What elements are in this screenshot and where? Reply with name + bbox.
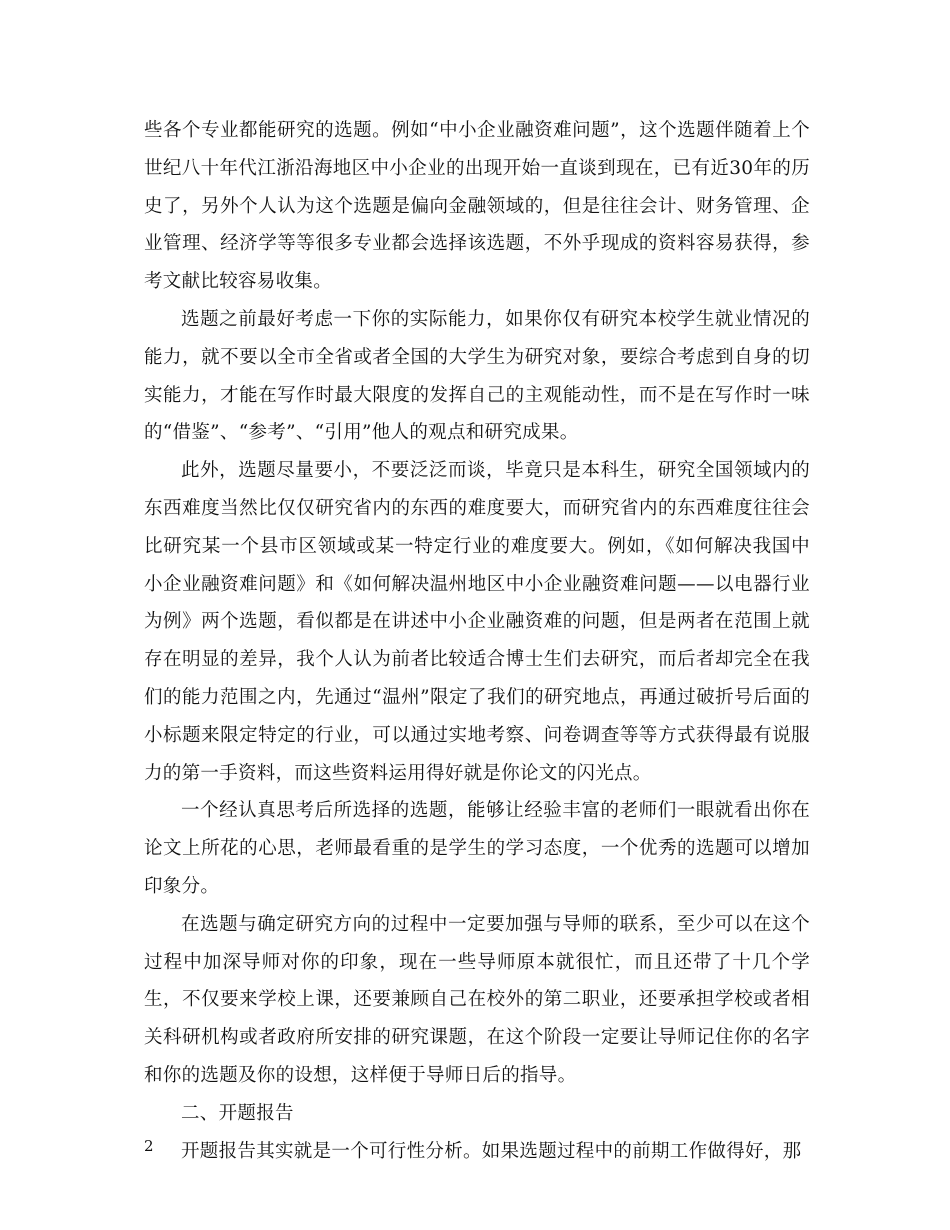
paragraph-1: 些各个专业都能研究的选题。例如“中小企业融资难问题”，这个选题伴随着上个世纪八十年代江浙沿海地区中小企业的出现开始一直谈到现在，已有近30年的历史了，另外个人认为这个选题是偏向金融领域的，但是往往会计、财务管理、企业管理、经济学等等很多专业都会选择该选题，不外乎现成的资料容易获得，参考文献比较容易收集。 — [144, 120, 810, 293]
page-number: 2 — [144, 1137, 154, 1155]
paragraph-4: 一个经认真思考后所选择的选题，能够让经验丰富的老师们一眼就看出你在论文上所花的心思，老师最看重的是学生的学习态度，一个优秀的选题可以增加印象分。 — [144, 800, 810, 897]
paragraph-5: 在选题与确定研究方向的过程中一定要加强与导师的联系，至少可以在这个过程中加深导师对你的印象，现在一些导师原本就很忙，而且还带了十几个学生，不仅要来学校上课，还要兼顾自己在校外的第二职业，还要承担学校或者相关科研机构或者政府所安排的研究课题，在这个阶段一定要让导师记住你的名字和你的选题及你的设想，这样便于导师日后的指导。 — [144, 913, 810, 1086]
paragraph-3: 此外，选题尽量要小，不要泛泛而谈，毕竟只是本科生，研究全国领域内的东西难度当然比仅仅研究省内的东西的难度要大，而研究省内的东西难度往往会比研究某一个县市区领域或某一特定行业的难度要大。例如，《如何解决我国中小企业融资难问题》和《如何解决温州地区中小企业融资难问题——以电器行业为例》两个选题，看似都是在讲述中小企业融资难的问题，但是两者在范围上就存在明显的差异，我个人认为前者比较适合博士生们去研究，而后者却完全在我们的能力范围之内，先通过“温州”限定了我们的研究地点，再通过破折号后面的小标题来限定特定的行业，可以通过实地考察、问卷调查等等方式获得最有说服力的第一手资料，而这些资料运用得好就是你论文的闪光点。 — [144, 460, 810, 784]
paragraph-2: 选题之前最好考虑一下你的实际能力，如果你仅有研究本校学生就业情况的能力，就不要以全市全省或者全国的大学生为研究对象，要综合考虑到自身的切实能力，才能在写作时最大限度的发挥自己的主观能动性，而不是在写作时一味的“借鉴”、“参考”、“引用”他人的观点和研究成果。 — [144, 308, 810, 444]
body-text — [144, 112, 810, 1170]
paragraph-7: 开题报告其实就是一个可行性分析。如果选题过程中的前期工作做得好，那 — [181, 1140, 802, 1162]
section-heading: 二、开题报告 — [181, 1102, 294, 1124]
